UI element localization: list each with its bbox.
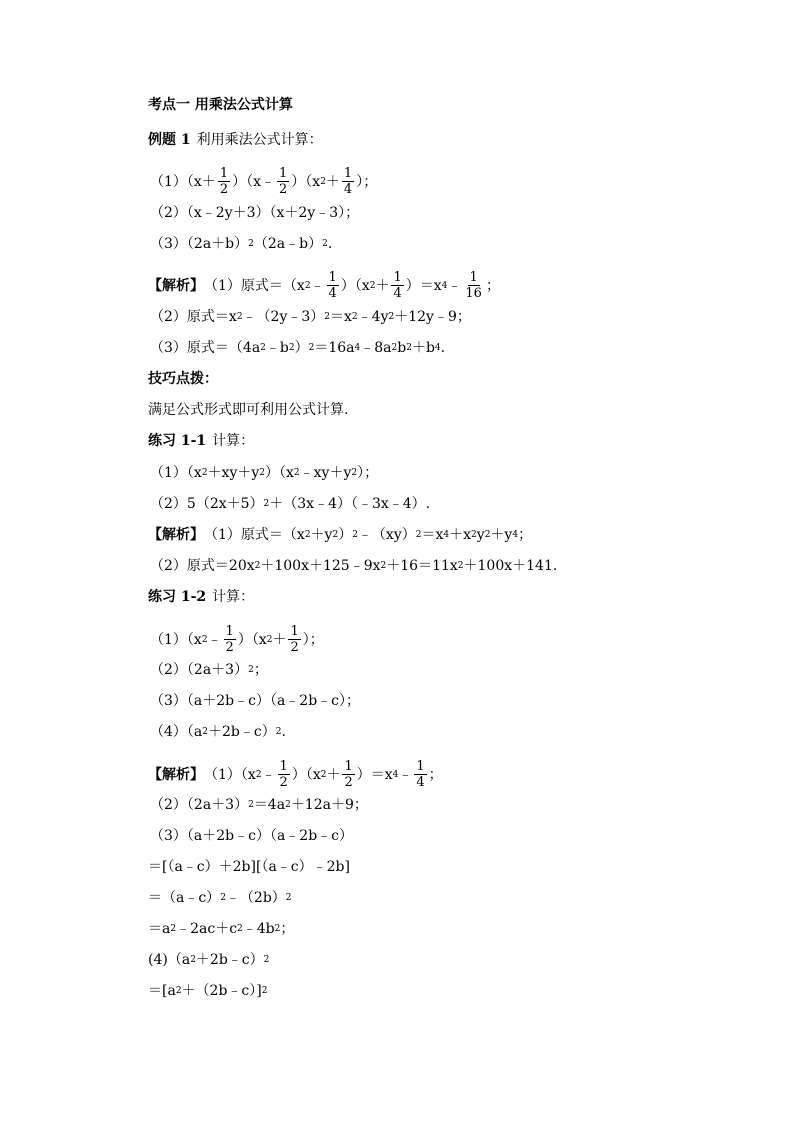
section-title: 考点一 用乘法公式计算 — [148, 97, 293, 113]
practice-1-2-solution-2: （2）（2a＋3） 2 ＝4a 2 ＋12a＋9； — [150, 797, 368, 813]
practice-1-2-solution-8: ＝[a 2 ＋（2b﹣c）] 2 — [148, 983, 268, 999]
example-1-solution-2: （2）原式＝x 2 ﹣（2y﹣3） 2 ＝x 2 ﹣4y 2 ＋12y﹣9； — [150, 309, 471, 325]
fraction: $\frac{1}{4}$ — [343, 166, 353, 197]
practice-1-2-solution-4: ＝[（a﹣c）＋2b][（a﹣c）﹣2b] — [148, 859, 350, 875]
practice-1-1-solution-1: 【解析】 （1）原式＝（x 2 ＋y 2 ） 2 ﹣（xy） 2 ＝x 4 ＋x 2 y 2 ＋y 4 ； — [148, 527, 533, 543]
fraction: $\frac{1}{4}$ — [393, 270, 402, 301]
practice-1-2-solution-1: 【解析】 （1）（x 2 ﹣ $\frac{1}{2}$ ）（x 2 ＋ $\frac{1}{2}$ ）＝x 4 ﹣ $\frac{1}{4}$ ； — [148, 759, 443, 790]
fraction: $\frac{1}{2}$ — [344, 759, 353, 790]
practice-1-2-header: 练习 1-2 计算： — [148, 589, 255, 605]
fraction: $\frac{1}{2}$ — [279, 759, 288, 790]
practice-1-1-question-1: （1）（x 2 ＋xy＋y 2 ）（x 2 ﹣xy＋y 2 ）； — [150, 465, 379, 481]
fraction: $\frac{1}{2}$ — [290, 624, 299, 655]
fraction: $\frac{1}{16}$ — [465, 270, 482, 301]
practice-1-1-solution-2: （2）原式＝20x 2 ＋100x＋125﹣9x 2 ＋16＝11x 2 ＋100x＋141. — [150, 558, 558, 574]
practice-1-2-solution-6: ＝a 2 ﹣2ac＋c 2 ﹣4b 2 ； — [148, 921, 295, 937]
fraction: $\frac{1}{2}$ — [225, 624, 234, 655]
practice-1-2-solution-7: (4)（a 2 ＋2b﹣c） 2 — [148, 952, 270, 968]
example-1-header: 例题 1 利用乘法公式计算： — [148, 132, 323, 148]
example-1-question-3: （3）（2a＋b） 2 （2a﹣b） 2 . — [150, 236, 333, 252]
practice-1-2-question-3: （3）（a＋2b﹣c）（a﹣2b﹣c）； — [150, 693, 361, 709]
practice-1-2-solution-3: （3）（a＋2b﹣c）（a﹣2b﹣c） — [150, 828, 354, 844]
example-1-question-1: （1）（x＋ $\frac{1}{2}$ ）（x﹣ $\frac{1}{2}$ ）（x 2 ＋ $\frac{1}{4}$ ）； — [150, 166, 378, 197]
practice-1-1-header: 练习 1-1 计算： — [148, 433, 255, 449]
practice-1-2-question-4: （4）（a 2 ＋2b﹣c） 2 . — [150, 724, 286, 740]
tips-title: 技巧点拨： — [148, 371, 218, 387]
practice-1-2-question-2: （2）（2a＋3） 2 ； — [150, 662, 268, 678]
practice-1-1-question-2: （2）5（2x＋5） 2 ＋（3x﹣4）（﹣3x﹣4）. — [150, 496, 431, 512]
fraction: $\frac{1}{2}$ — [279, 166, 288, 197]
practice-1-2-solution-5: ＝（a﹣c） 2 ﹣（2b） 2 — [148, 890, 292, 906]
tips-text: 满足公式形式即可利用公式计算. — [148, 402, 349, 418]
example-1-solution-3: （3）原式＝（4a 2 ﹣b 2 ） 2 ＝16a 4 ﹣8a 2 b 2 ＋b 4 . — [150, 340, 446, 356]
fraction: $\frac{1}{2}$ — [219, 166, 229, 197]
practice-1-2-question-1: （1）（x 2 ﹣ $\frac{1}{2}$ ）（x 2 ＋ $\frac{1}{2}$ ）； — [150, 624, 324, 655]
fraction: $\frac{1}{4}$ — [328, 270, 337, 301]
example-1-question-2: （2）（x﹣2y＋3）（x＋2y﹣3）； — [150, 205, 360, 221]
example-1-solution-1: 【解析】 （1）原式＝（x 2 ﹣ $\frac{1}{4}$ ）（x 2 ＋ $\frac{1}{4}$ ）＝x 4 ﹣ $\frac{1}{16}$ ； — [148, 270, 500, 301]
fraction: $\frac{1}{4}$ — [416, 759, 425, 790]
